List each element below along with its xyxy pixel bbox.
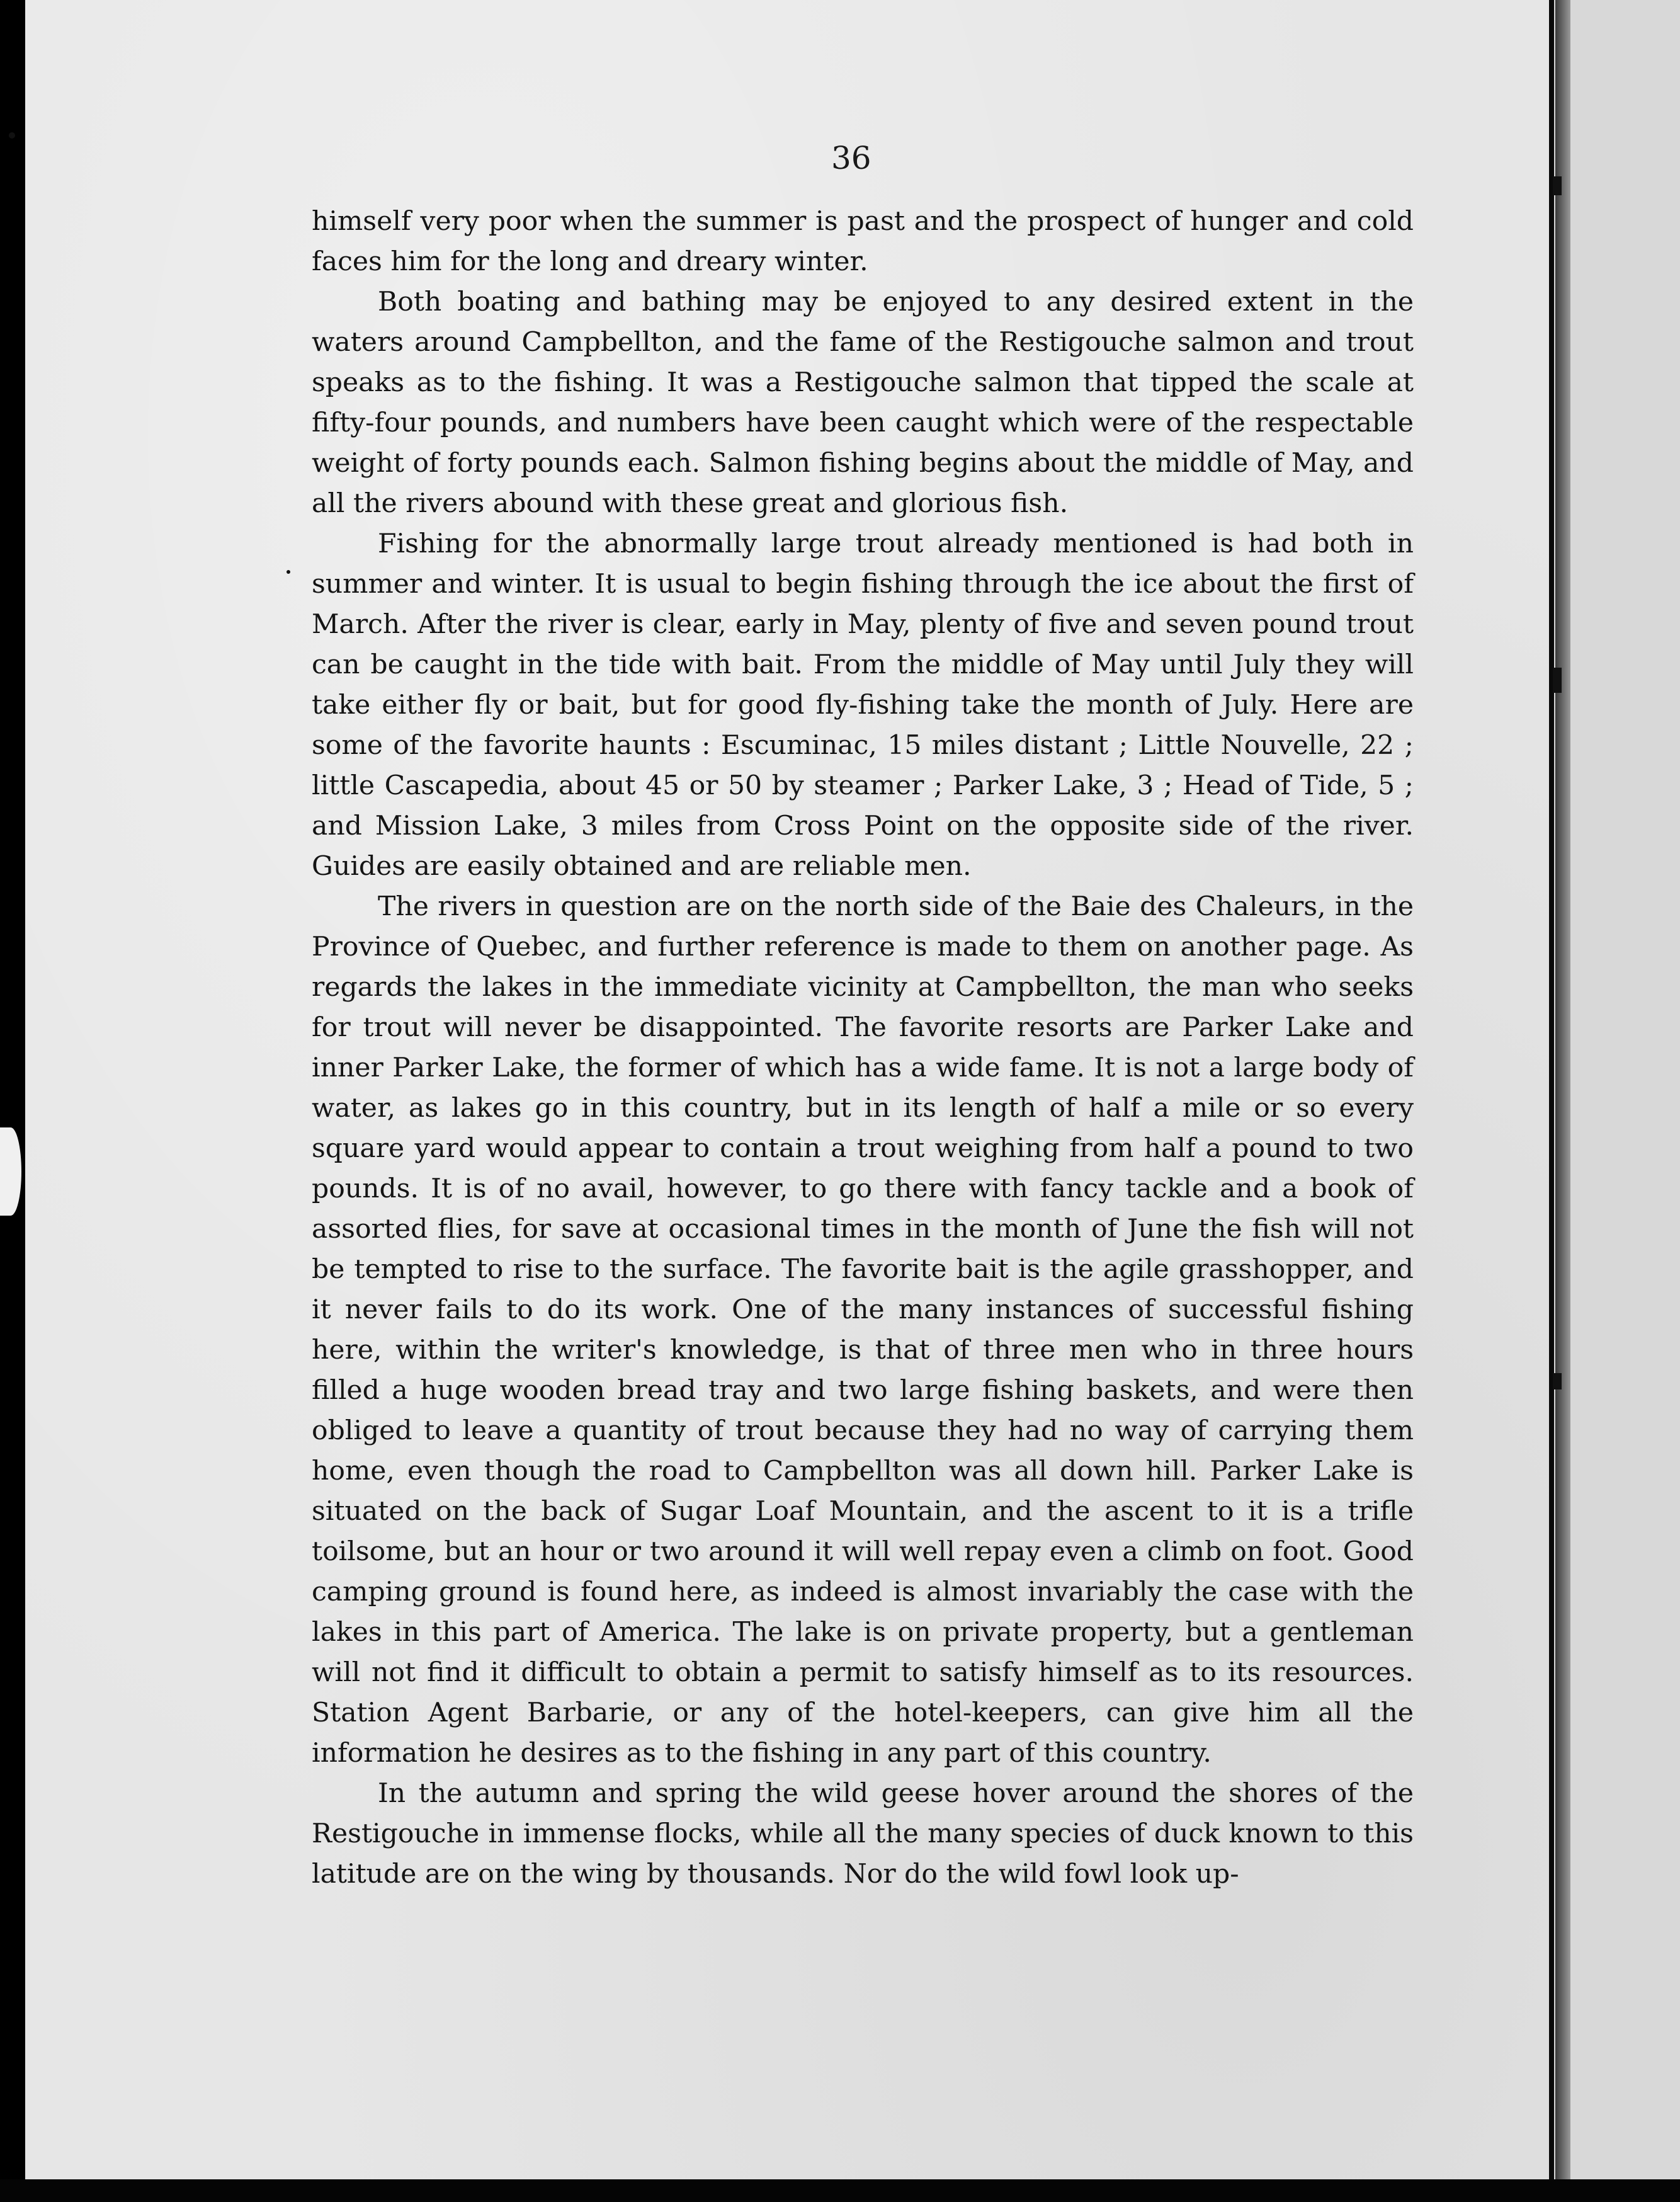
binding-gutter	[1555, 0, 1570, 2202]
paragraph-continued: himself very poor when the summer is past and the prospect of hunger and cold faces him for the long and dreary winter.	[312, 206, 1414, 277]
body-text	[312, 202, 1414, 1895]
paragraph-boating: Both boating and bathing may be enjoyed to any desired extent in the waters around Campbellton, and the fame of the Restigouche salmon and trout speaks as to the fishing. It was a Restigouche salmon that tipped the scale at fifty-four pounds, and numbers have been caught which were of the respectable weight of forty pounds each. Salmon fishing begins about the middle of May, and all the rivers abound with these great and glorious fish.	[312, 287, 1414, 519]
dust-speck	[287, 570, 290, 574]
paragraph-wild-fowl: In the autumn and spring the wild geese hover around the shores of the Restigouche in immense flocks, while all the many species of duck known to this latitude are on the wing by thousands. Nor do the wild fowl look up-	[312, 1778, 1414, 1890]
edge-mark	[1553, 668, 1562, 693]
left-margin-blemish	[0, 1127, 21, 1216]
edge-mark	[1553, 176, 1562, 195]
scan-bottom-border	[0, 2179, 1680, 2202]
paragraph-rivers-lakes: The rivers in question are on the north side of the Baie des Chaleurs, in the Province of Quebec, and further reference is made to them on another page. As regards the lakes in the immediate vicinity at Campbellton, the man who seeks for trout will never be disappointed. The favorite resorts are Parker Lake and inner Parker Lake, the former of which has a wide fame. It is not a large body of water, as lakes go in this country, but in its length of half a mile or so every square yard would appear to contain a trout weighing from half a pound to two pounds. It is of no avail, however, to go there with fancy tackle and a book of assorted flies, for save at occasional times in the month of June the fish will not be tempted to rise to the surface. The favorite bait is the agile grasshopper, and it never fails to do its work. One of the many instances of successful fishing here, within the writer's knowledge, is that of three men who in three hours filled a huge wooden bread tray and two large fishing baskets, and were then obliged to leave a quantity of trout because they had no way of carrying them home, even though the road to Campbellton was all down hill. Parker Lake is situated on the back of Sugar Loaf Mountain, and the ascent to it is a trifle toilsome, but an hour or two around it will well repay even a climb on foot. Good camping ground is found here, as indeed is almost invariably the case with the lakes in this part of America. The lake is on private property, but a gentleman will not find it difficult to obtain a permit to satisfy himself as to its resources. Station Agent Barbarie, or any of the hotel-keepers, can give him all the information he desires as to the fishing in any part of this country.	[312, 891, 1414, 1769]
dust-speck	[9, 132, 15, 139]
edge-mark	[1553, 1373, 1562, 1389]
paragraph-trout-fishing: Fishing for the abnormally large trout already mentioned is had both in summer and winter. It is usual to begin fishing through the ice about the first of March. After the river is clear, early in May, plenty of five and seven pound trout can be caught in the tide with bait. From the middle of May until July they will take either fly or bait, but for good fly-fishing take the month of July. Here are some of the favorite haunts : Escuminac, 15 miles distant ; Little Nouvelle, 22 ; little Cascapedia, about 45 or 50 by steamer ; Parker Lake, 3 ; Head of Tide, 5 ; and Mission Lake, 3 miles from Cross Point on the opposite side of the river. Guides are easily obtained and are reliable men.	[312, 528, 1414, 882]
page-number: 36	[831, 140, 871, 176]
